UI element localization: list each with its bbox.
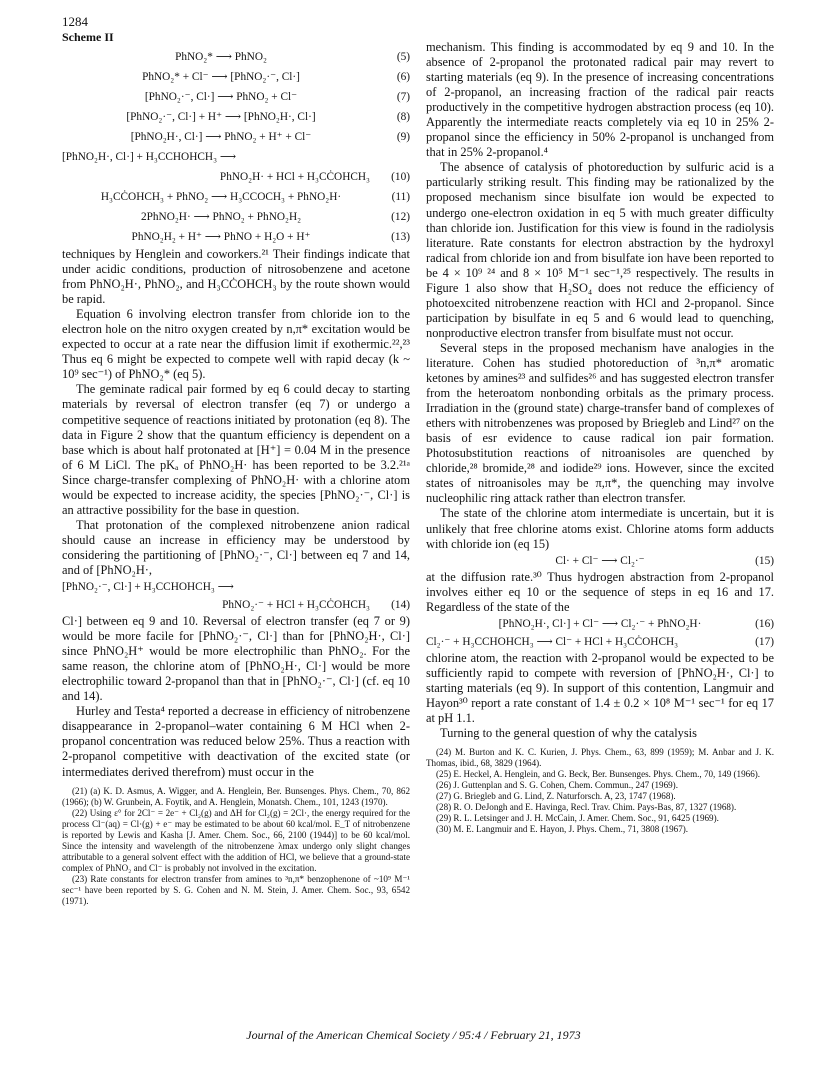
footnote: (23) Rate constants for electron transfer from amines to ³n,π* benzophenone of ~10⁹ M⁻¹ sec⁻¹ have been reported by S. G. Cohen and N. M. Stein, J. Amer. Chem. Soc., 93, 6542 (1971). — [62, 873, 410, 906]
equation-14-line2: PhNO₂·⁻ + HCl + H₃CĊOHCH₃ (14) — [222, 599, 410, 612]
footnote: (29) R. L. Letsinger and J. H. McCain, J. Amer. Chem. Soc., 91, 6425 (1969). — [436, 813, 719, 824]
paragraph: That protonation of the complexed nitrobenzene anion radical should cause an increase in efficiency may be understood by considering the partitioning of [PhNO₂·⁻, Cl·] between eq 7 and 14, and of [PhNO₂H·, — [62, 517, 410, 577]
scheme-equations — [62, 47, 410, 247]
left-column — [62, 30, 410, 907]
paragraph: mechanism. This finding is accommodated by eq 9 and 10. In the absence of 2-propanol the protonated radical pair may revert to starting materials (eq 9). In the presence of increasing concentrations of 2-propanol, an increasing fraction of the radical pair reacts productively in the competitive hydrogen abstraction process (eq 10). Apparently the intermediate reacts completely via eq 10 in 25% 2-propanol since the efficiency in 50% 2-propanol is unchanged from that in 25% 2-propanol.⁴ — [426, 40, 774, 160]
footnote: (25) E. Heckel, A. Henglein, and G. Beck, Ber. Bunsenges. Phys. Chem., 70, 149 (1966). — [436, 769, 761, 780]
footnote: (27) G. Briegleb and G. Lind, Z. Naturforsch. A, 23, 1747 (1968). — [436, 791, 676, 802]
footnote: (30) M. E. Langmuir and E. Hayon, J. Phys. Chem., 71, 3808 (1967). — [436, 824, 689, 835]
equation-15: Cl· + Cl⁻ ⟶ Cl₂·⁻ (15) — [555, 554, 774, 567]
equation-7: [PhNO₂·⁻, Cl·] ⟶ PhNO₂ + Cl⁻ (7) — [144, 91, 410, 103]
paragraph: chlorine atom, the reaction with 2-propanol would be expected to be sufficiently rapid to compete with reversion of [PhNO₂H·, Cl·] to starting materials (eq 9). In support of this contention, Langmuir and Hayon³⁰ report a rate constant of 1.4 ± 0.2 × 10⁸ M⁻¹ sec⁻¹ for eq 17 at pH 1.1. — [426, 650, 774, 725]
equation-13: PhNO₂H₂ + H⁺ ⟶ PhNO + H₂O + H⁺ (13) — [131, 231, 410, 243]
footnote: (28) R. O. DeJongh and E. Havinga, Recl. Trav. Chim. Pays-Bas, 87, 1327 (1968). — [436, 802, 737, 813]
equation-12: 2PhNO₂H· ⟶ PhNO₂ + PhNO₂H₂ (12) — [140, 211, 410, 223]
footnotes-left — [62, 786, 410, 907]
footnotes-right — [426, 747, 774, 835]
equation-14-line1: [PhNO₂·⁻, Cl·] + H₃CCHOHCH₃ ⟶ — [62, 581, 234, 594]
journal-footer: Journal of the American Chemical Society / 95:4 / February 21, 1973 — [246, 1028, 581, 1042]
paragraph: The geminate radical pair formed by eq 6 could decay to starting materials by reversal of electron transfer (eq 7) or undergo a competitive sequence of reactions initiated by protonation (eq 8). The data in Figure 2 show that the quantum efficiency is dependent on a base which is about half protonated at [H⁺] = 0.04 M in the presence of 6 M LiCl. The pKₐ of PhNO₂H· has been reported to be 3.2.²¹ᵃ Since charge-transfer complexing of PhNO₂H· with a chlorine atom would be expected to increase acidity, the species [PhNO₂·⁻, Cl·] is an attractive possibility for the base in question. — [62, 382, 410, 517]
equation-5: PhNO₂* ⟶ PhNO₂ (5) — [175, 51, 410, 63]
paragraph: Hurley and Testa⁴ reported a decrease in efficiency of nitrobenzene disappearance in 2-propanol–water containing 6 M HCl when 2-propanol concentration was reduced below 25%. Thus a reaction with 2-propanol competitive with deactivation of the excited state (or intermediates derived therefrom) must occur in the — [62, 704, 410, 779]
footnote: (26) J. Guttenplan and S. G. Cohen, Chem. Commun., 247 (1969). — [436, 780, 678, 791]
paragraph: techniques by Henglein and coworkers.²¹ Their findings indicate that under acidic conditions, production of nitrosobenzene and acetone from PhNO₂H·, PhNO₂, and H₃CĊOHCH₃ by the route shown would be rapid. — [62, 247, 410, 307]
paragraph: Cl·] between eq 9 and 10. Reversal of electron transfer (eq 7 or 9) would be more facile for [PhNO₂·⁻, Cl·] than for [PhNO₂H·, Cl·] since PhNO₂H⁺ would be more electrophilic than PhNO₂. For the same reason, the chlorine atom of [PhNO₂H·, Cl·] would be more electrophilic toward 2-propanol than that in [PhNO₂·⁻, Cl·] (cf. eq 10 and 14). — [62, 614, 410, 704]
equation-10-line1: [PhNO₂H·, Cl·] + H₃CCHOHCH₃ ⟶ — [62, 151, 237, 163]
equation-6: PhNO₂* + Cl⁻ ⟶ [PhNO₂·⁻, Cl·] (6) — [142, 71, 410, 83]
equation-17: Cl₂·⁻ + H₃CCHOHCH₃ ⟶ Cl⁻ + HCl + H₃CĊOHCH₃ (17) — [426, 635, 774, 648]
equation-11: H₃CĊOHCH₃ + PhNO₂ ⟶ H₃CCOCH₃ + PhNO₂H· (11) — [100, 191, 410, 203]
paragraph: at the diffusion rate.³⁰ Thus hydrogen abstraction from 2-propanol involves either eq 10 or the sequence of steps in eq 16 and 17. Regardless of the state of the — [426, 569, 774, 614]
paragraph: Turning to the general question of why the catalysis — [440, 725, 697, 740]
equation-9: [PhNO₂H·, Cl·] ⟶ PhNO₂ + H⁺ + Cl⁻ (9) — [130, 131, 410, 143]
paragraph: The state of the chlorine atom intermediate is uncertain, but it is unlikely that free chlorine atoms exist. Chlorine atoms form adducts with chloride ion (eq 15) — [426, 506, 774, 551]
paragraph: The absence of catalysis of photoreduction by sulfuric acid is a particularly striking result. This finding may be rationalized by the proposed mechanism since bisulfate ion would be expected to undergo one-electron oxidation in eq 5 with much greater difficulty than chloride ion. Justification for this view is found in the radiolysis literature. Rate constants for electron abstraction by the hydroxyl radical from chloride ion and from bisulfate ion have been reported to be 4 × 10⁹ ²⁴ and 8 × 10⁵ M⁻¹ sec⁻¹,²⁵ respectively. The results in Figure 1 also show that H₂SO₄ does not reduce the efficiency of photoexcited nitrobenzene reaction with HCl and 2-propanol. Since participation by bisulfate in eq 5 and 6 would lead to quenching, nonproductive electron transfer from bisulfate must not occur. — [426, 160, 774, 340]
paragraph: Equation 6 involving electron transfer from chloride ion to the electron hole on the nitro oxygen created by n,π* excitation would be expected to occur at a rate near the diffusion limit if exothermic.²²,²³ Thus eq 6 might be expected to compete well with rapid decay (k ~ 10⁹ sec⁻¹) of PhNO₂* (eq 5). — [62, 307, 410, 382]
scheme-label: Scheme II — [62, 30, 114, 44]
footnote: (22) Using ε° for 2Cl⁻ = 2e⁻ + Cl₂(g) and ΔH for Cl₂(g) = 2Cl·, the energy required for the process Cl⁻(aq) = Cl·(g) + e⁻ may be estimated to be about 60 kcal/mol. E_T of nitrobenzene is reported by Lewis and Kasha [J. Amer. Chem. Soc., 66, 2100 (1944)] to be 60 kcal/mol. Since the intensity and wavelength of the nitrobenzene λmax undergo only slight changes attributable to a general solvent effect with the addition of HCl, we believe that a ground-state complex of PhNO₂ and Cl⁻ is probably not involved in the excitation. — [62, 807, 410, 873]
footnote: (24) M. Burton and K. C. Kurien, J. Phys. Chem., 63, 899 (1959); M. Anbar and J. K. Thomas, ibid., 68, 3829 (1964). — [426, 747, 774, 769]
paragraph: Several steps in the proposed mechanism have analogies in the literature. Cohen has studied photoreduction of ³n,π* aromatic ketones by amines²³ and sulfides²⁶ and has suggested electron transfer from the heteroatom nonbonding orbitals as the primary process. Irradiation in the (ground state) charge-transfer band of complexes of ethers with nitrobenzenes was proposed by Briegleb and Lind²⁷ on the basis of esr evidence to cause radical ion pair formation. Photosubstitution reactions of nitroanisoles are quenched by chloride,²⁸ bromide,²⁸ and iodide²⁹ ions. However, since the excited states of nitroanisoles may be π,π*, the quenching may involve nucleophilic ring attack rather than electron transfer. — [426, 340, 775, 506]
right-column — [426, 40, 774, 835]
equation-8: [PhNO₂·⁻, Cl·] + H⁺ ⟶ [PhNO₂H·, Cl·] (8) — [126, 111, 410, 123]
equation-16: [PhNO₂H·, Cl·] + Cl⁻ ⟶ Cl₂·⁻ + PhNO₂H· (16) — [498, 617, 774, 630]
equation-10-line2: PhNO₂H· + HCl + H₃CĊOHCH₃ (10) — [219, 171, 410, 183]
footnote: (21) (a) K. D. Asmus, A. Wigger, and A. Henglein, Ber. Bunsenges. Phys. Chem., 70, 862 (1966); (b) W. Grunbein, A. Foytik, and A. Henglein, Monatsh. Chem., 101, 1243 (1970). — [62, 785, 410, 807]
page-number: 1284 — [62, 14, 88, 29]
